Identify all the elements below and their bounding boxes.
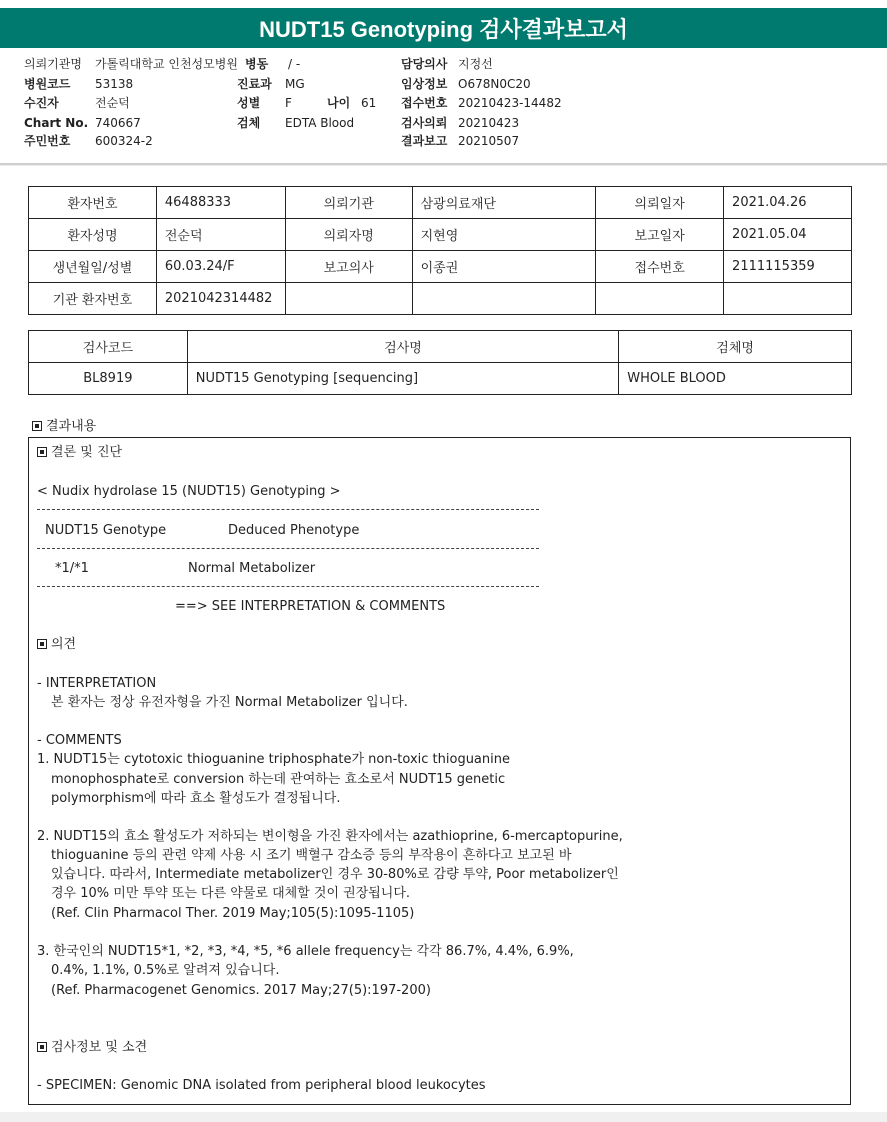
test-info-title [37, 1040, 147, 1056]
interpretation-text: 본 환자는 정상 유전자형을 가진 Normal Metabolizer 입니다. [51, 695, 408, 710]
ward-label: 병동 [245, 57, 269, 71]
comment-line: polymorphism에 따라 효소 활성도가 결정됩니다. [51, 791, 341, 806]
table-cell: 보고일자 [596, 219, 724, 251]
comment-line: 1. NUDT15는 cytotoxic thioguanine triphosphate가 non-toxic thioguanine [37, 752, 510, 767]
table-row [29, 363, 852, 395]
header-divider-shadow [0, 165, 887, 166]
table-row [29, 187, 852, 219]
table-header-cell: 검사코드 [29, 331, 188, 363]
table-header-row [29, 331, 852, 363]
table-cell: 전순덕 [156, 219, 285, 251]
opinion-label: 의견 [51, 637, 77, 652]
table-cell: 환자번호 [29, 187, 157, 219]
table-cell: 환자성명 [29, 219, 157, 251]
dashed-divider [37, 509, 539, 510]
ward-value: / - [288, 57, 301, 71]
comment-line: 3. 한국인의 NUDT15*1, *2, *3, *4, *5, *6 allele frequency는 각각 86.7%, 4.4%, 6.9%, [37, 944, 574, 959]
dept-label: 진료과 [237, 77, 272, 91]
specimen-text: - SPECIMEN: Genomic DNA isolated from peripheral blood leukocytes [37, 1078, 486, 1093]
comment-line: 2. NUDT15의 효소 활성도가 저하되는 변이형을 가진 환자에서는 azathioprine, 6-mercaptopurine, [37, 829, 623, 844]
page-footer-bar [0, 1112, 887, 1122]
square-bullet-icon [32, 421, 42, 431]
receipt-value: 20210423-14482 [458, 96, 562, 110]
receipt-label: 접수번호 [401, 96, 448, 110]
table-header-cell: 검사명 [187, 331, 619, 363]
comment-line: thioguanine 등의 관련 약제 사용 시 조기 백혈구 감소증 등의 부작용이 흔하다고 보고된 바 [51, 848, 572, 863]
table-row [29, 251, 852, 283]
test-info-table [28, 330, 852, 395]
dashed-divider [37, 586, 539, 587]
recipient-label: 수진자 [24, 96, 59, 110]
table-cell: 접수번호 [596, 251, 724, 283]
clinical-value: O678N0C20 [458, 77, 531, 91]
assay-name: < Nudix hydrolase 15 (NUDT15) Genotyping > [37, 484, 341, 499]
patient-info-table [28, 186, 852, 315]
table-cell: 의뢰자명 [285, 219, 412, 251]
conclusion-label: 결론 및 진단 [51, 445, 123, 460]
comment-line: 있습니다. 따라서, Intermediate metabolizer인 경우 30-80%로 감량 투약, Poor metabolizer인 [51, 867, 619, 882]
table-cell: 보고의사 [285, 251, 412, 283]
dashed-divider [37, 548, 539, 549]
phenotype-value: Normal Metabolizer [188, 561, 316, 576]
recipient-value: 전순덕 [95, 96, 130, 110]
reference-line: (Ref. Pharmacogenet Genomics. 2017 May;27(5):197-200) [51, 983, 431, 998]
table-cell: 기관 환자번호 [29, 283, 157, 315]
table-cell [412, 283, 596, 315]
ssn-label: 주민번호 [24, 134, 71, 148]
interpretation-title: - INTERPRETATION [37, 676, 157, 691]
table-cell: 지현영 [412, 219, 596, 251]
square-bullet-icon [37, 1042, 47, 1052]
hospital-value: 가톨릭대학교 인천성모병원 [95, 57, 238, 71]
specimen-label: 검체 [237, 116, 261, 130]
results-section-title [32, 415, 96, 434]
see-interpretation-note: ==> SEE INTERPRETATION & COMMENTS [175, 599, 446, 614]
table-cell: 2021.04.26 [724, 187, 852, 219]
request-label: 검사의뢰 [401, 116, 448, 130]
square-bullet-icon [37, 639, 47, 649]
specimen-value: EDTA Blood [285, 116, 355, 130]
table-cell: 2021042314482 [156, 283, 285, 315]
table-cell [596, 283, 724, 315]
table-cell: 삼광의료재단 [412, 187, 596, 219]
square-bullet-icon [37, 447, 47, 457]
genotype-column-header: NUDT15 Genotype [45, 523, 167, 538]
table-cell: 60.03.24/F [156, 251, 285, 283]
table-header-cell: 검체명 [619, 331, 852, 363]
genotype-value: *1/*1 [55, 561, 89, 576]
report-label: 결과보고 [401, 134, 448, 148]
table-cell: 46488333 [156, 187, 285, 219]
phenotype-column-header: Deduced Phenotype [228, 523, 360, 538]
table-cell [285, 283, 412, 315]
report-value: 20210507 [458, 134, 520, 148]
table-cell: 의뢰기관 [285, 187, 412, 219]
table-row [29, 283, 852, 315]
table-cell: 이종권 [412, 251, 596, 283]
hospital-label: 의뢰기관명 [24, 57, 82, 71]
table-cell: 2111115359 [724, 251, 852, 283]
table-cell: BL8919 [29, 363, 188, 395]
age-value: 61 [361, 96, 377, 110]
code-value: 53138 [95, 77, 134, 91]
opinion-title [37, 637, 76, 653]
table-cell: 생년월일/성별 [29, 251, 157, 283]
age-label: 나이 [327, 96, 351, 110]
sex-label: 성별 [237, 96, 261, 110]
reference-line: (Ref. Clin Pharmacol Ther. 2019 May;105(5):1095-1105) [51, 906, 415, 921]
table-cell: WHOLE BLOOD [619, 363, 852, 395]
sex-value: F [285, 96, 292, 110]
dept-value: MG [285, 77, 305, 91]
report-title: NUDT15 Genotyping 검사결과보고서 [0, 8, 887, 48]
request-value: 20210423 [458, 116, 520, 130]
results-section-label: 결과내용 [46, 419, 97, 434]
test-info-label: 검사정보 및 소견 [51, 1040, 148, 1055]
code-label: 병원코드 [24, 77, 71, 91]
comment-line: monophosphate로 conversion 하는데 관여하는 효소로서 NUDT15 genetic [51, 772, 506, 787]
table-cell: 의뢰일자 [596, 187, 724, 219]
conclusion-title [37, 445, 122, 461]
table-cell [724, 283, 852, 315]
doctor-label: 담당의사 [401, 57, 448, 71]
doctor-value: 지정선 [458, 57, 493, 71]
chart-value: 740667 [95, 116, 141, 130]
clinical-label: 임상정보 [401, 77, 448, 91]
table-cell: NUDT15 Genotyping [sequencing] [187, 363, 619, 395]
table-cell: 2021.05.04 [724, 219, 852, 251]
chart-label: Chart No. [24, 116, 89, 130]
comment-line: 경우 10% 미만 투약 또는 다른 약물로 대체할 것이 권장됩니다. [51, 886, 411, 901]
comments-title: - COMMENTS [37, 733, 122, 748]
comment-line: 0.4%, 1.1%, 0.5%로 알려져 있습니다. [51, 963, 280, 978]
table-row [29, 219, 852, 251]
results-box [28, 437, 851, 1105]
ssn-value: 600324-2 [95, 134, 153, 148]
